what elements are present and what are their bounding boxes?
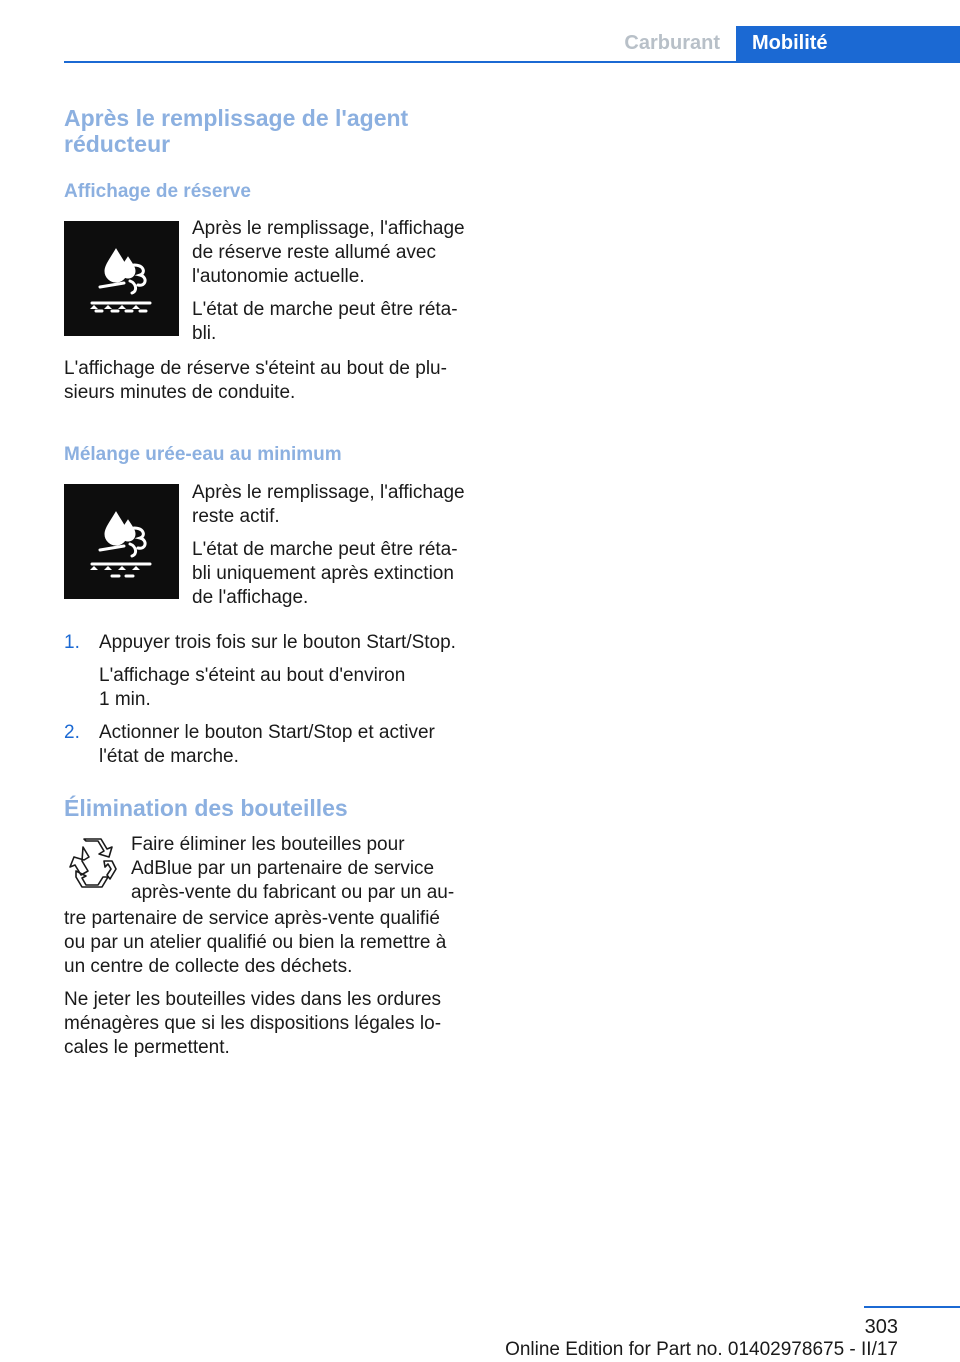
reserve-text-line: bli. bbox=[192, 323, 217, 344]
minimum-text-line: L'état de marche peut être réta- bbox=[192, 539, 458, 560]
header-rule bbox=[64, 61, 960, 63]
step-1-text bbox=[99, 631, 456, 712]
disposal-text-line: après-vente du fabricant ou par un au- bbox=[131, 882, 455, 903]
disposal-text-line: tre partenaire de service après-vente qualifié bbox=[64, 908, 440, 929]
minimum-text-line: de l'affichage. bbox=[192, 587, 309, 608]
reserve-text-line: L'affichage de réserve s'éteint au bout de plu- bbox=[64, 358, 447, 379]
disposal-text-line: un centre de collecte des déchets. bbox=[64, 956, 353, 977]
step-number: 1. bbox=[64, 632, 80, 653]
adblue-minimum-icon bbox=[64, 484, 179, 599]
section-title-line-1: Après le remplissage de l'agent bbox=[64, 105, 409, 131]
disposal-text-line: ou par un atelier qualifié ou bien la remettre à bbox=[64, 932, 447, 953]
minimum-text-line: reste actif. bbox=[192, 506, 280, 527]
reserve-text-line: L'état de marche peut être réta- bbox=[192, 299, 458, 320]
page-number: 303 bbox=[864, 1316, 898, 1338]
reserve-text-line: Après le remplissage, l'affichage bbox=[192, 218, 465, 239]
tab-carburant[interactable]: Carburant bbox=[624, 32, 720, 54]
reserve-text-line: de réserve reste allumé avec bbox=[192, 242, 436, 263]
step-text-line: l'état de marche. bbox=[99, 746, 239, 767]
list-item bbox=[64, 631, 80, 655]
footer-rule bbox=[864, 1306, 960, 1308]
disposal-text-line: ménagères que si les dispositions légales lo- bbox=[64, 1013, 442, 1034]
disposal-text-line: Ne jeter les bouteilles vides dans les ordures bbox=[64, 989, 442, 1010]
header-tabs bbox=[608, 26, 960, 61]
list-item bbox=[64, 721, 80, 745]
disposal-text-line: AdBlue par un partenaire de service bbox=[131, 858, 435, 879]
section-title-line-2: réducteur bbox=[64, 131, 171, 157]
minimum-text-block bbox=[192, 481, 465, 610]
step-text-line: 1 min. bbox=[99, 689, 151, 710]
step-text-line: L'affichage s'éteint au bout d'environ bbox=[99, 665, 406, 686]
minimum-text-line: bli uniquement après extinction bbox=[192, 563, 454, 584]
step-text-line: Appuyer trois fois sur le bouton Start/Stop. bbox=[99, 632, 456, 653]
tab-mobilite[interactable]: Mobilité bbox=[736, 26, 960, 61]
step-2-text bbox=[99, 721, 435, 769]
footer-edition: Online Edition for Part no. 01402978675 - II/17 bbox=[505, 1339, 898, 1360]
reserve-text-line: sieurs minutes de conduite. bbox=[64, 382, 296, 403]
reserve-text-line: l'autonomie actuelle. bbox=[192, 266, 365, 287]
disposal-text-full bbox=[64, 907, 446, 1060]
disposal-text-indented bbox=[131, 833, 454, 905]
disposal-text-line: Faire éliminer les bouteilles pour bbox=[131, 834, 405, 855]
step-number: 2. bbox=[64, 722, 80, 743]
minimum-text-line: Après le remplissage, l'affichage bbox=[192, 482, 465, 503]
reserve-extinction-text bbox=[64, 357, 447, 405]
adblue-reserve-icon bbox=[64, 221, 179, 336]
minimum-heading: Mélange urée-eau au minimum bbox=[64, 444, 342, 465]
step-text-line: Actionner le bouton Start/Stop et activer bbox=[99, 722, 435, 743]
disposal-text-line: cales le permettent. bbox=[64, 1037, 230, 1058]
section-title bbox=[64, 105, 408, 157]
reserve-heading: Affichage de réserve bbox=[64, 181, 251, 202]
reserve-text-block bbox=[192, 217, 465, 346]
disposal-heading: Élimination des bouteilles bbox=[64, 795, 348, 821]
recycle-icon bbox=[64, 835, 120, 891]
